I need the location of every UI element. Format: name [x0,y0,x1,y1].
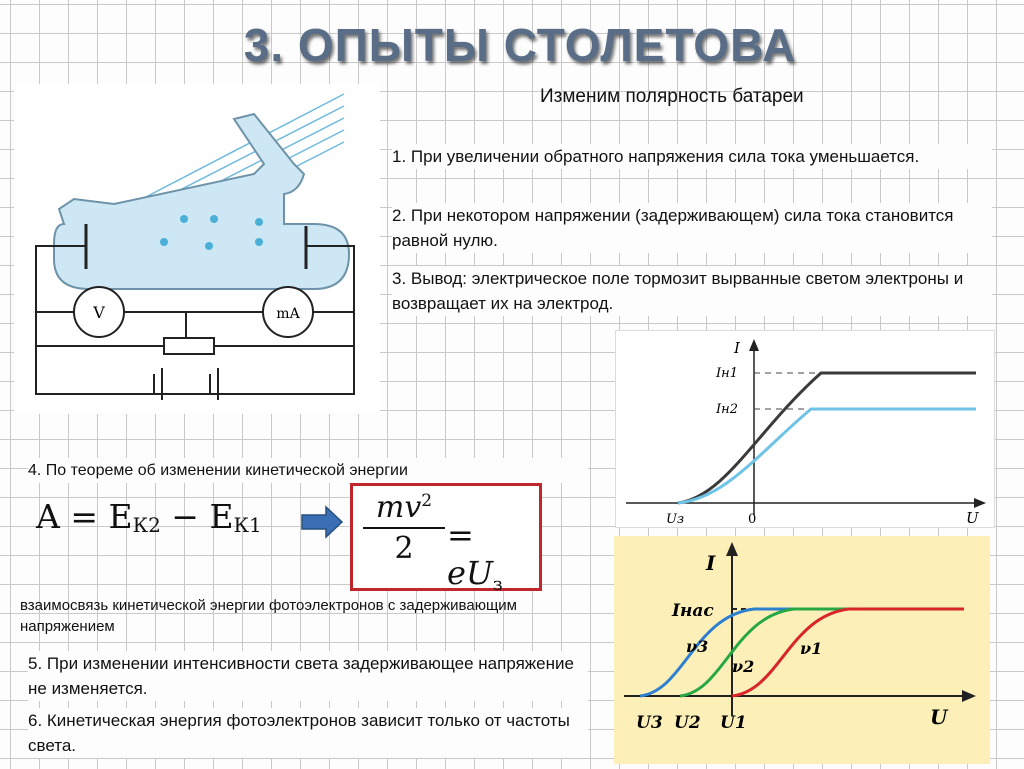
ammeter-label: mA [276,306,300,322]
point-3: 3. Вывод: электрическое поле тормозит вырванные светом электроны и возвращает их на электрод. [392,266,992,316]
apparatus-svg [14,84,380,414]
stoletov-apparatus-diagram [14,84,380,414]
point-5: 5. При изменении интенсивности света задерживающее напряжение не изменяется. [28,651,588,701]
isat-label: Iнас [672,601,714,621]
fraction-numerator: $mv^2$ [375,490,433,525]
voltmeter-label: V [93,303,105,322]
point-6: 6. Кинетическая энергия фотоэлектронов зависит только от частоты света. [28,708,588,758]
graph-intensity-svg [616,331,994,527]
stopping-voltage-label: Uз [666,512,685,527]
right-arrow-icon [300,505,344,544]
energy-symbol-1: E [108,497,133,536]
graph-frequency-svg [614,536,990,764]
slide-title: 3. ОПЫТЫ СТОЛЕТОВА [243,19,797,71]
graph-frequency [614,536,990,764]
relation-caption: взаимосвязь кинетической энергии фотоэлектронов с задерживающим напряжением [20,597,517,635]
curve-nu1 [732,609,964,696]
y-axis-label: I [734,339,740,357]
equals-sign: = [70,497,98,536]
y-axis-arrow [749,339,759,351]
nu2-label: ν2 [732,657,755,676]
slide-subtitle: Изменим полярность батареи [540,86,804,107]
work-symbol: A [36,497,60,536]
isat1-label: Iн1 [716,366,738,381]
work-energy-formula [36,497,262,537]
nu1-label: ν1 [800,639,823,658]
energy-symbol-2: E [209,497,234,536]
formula-rhs: = $eU_з$ [447,516,503,595]
fraction-bar [363,527,445,529]
graph-intensity [615,330,995,528]
fraction-denominator: 2 [394,531,414,566]
origin-label: 0 [748,512,757,527]
energy-subscript-k1: К1 [233,513,262,537]
minus-sign: − [171,497,199,536]
y-axis-label: I [706,551,716,575]
x-axis-arrow [962,690,976,702]
kinetic-energy-fraction [359,490,449,566]
u2-label: U2 [674,713,701,733]
point-4: 4. По теореме об изменении кинетической энергии [28,458,588,483]
x-axis-arrow [974,498,986,508]
u1-label: U1 [720,713,747,733]
point-2: 2. При некотором напряжении (задерживающем) сила тока становится равной нулю. [392,203,992,253]
curve-low-intensity [678,409,976,503]
isat2-label: Iн2 [716,402,738,417]
x-axis-label: U [930,705,948,729]
u3-label: U3 [636,713,663,733]
stopping-voltage-formula [350,483,542,595]
x-axis-label: U [966,509,979,527]
nu3-label: ν3 [686,637,709,656]
y-axis-arrow [726,542,738,556]
curve-high-intensity [678,373,976,503]
point-1: 1. При увеличении обратного напряжения сила тока уменьшается. [392,144,992,169]
energy-subscript-k2: К2 [132,513,161,537]
